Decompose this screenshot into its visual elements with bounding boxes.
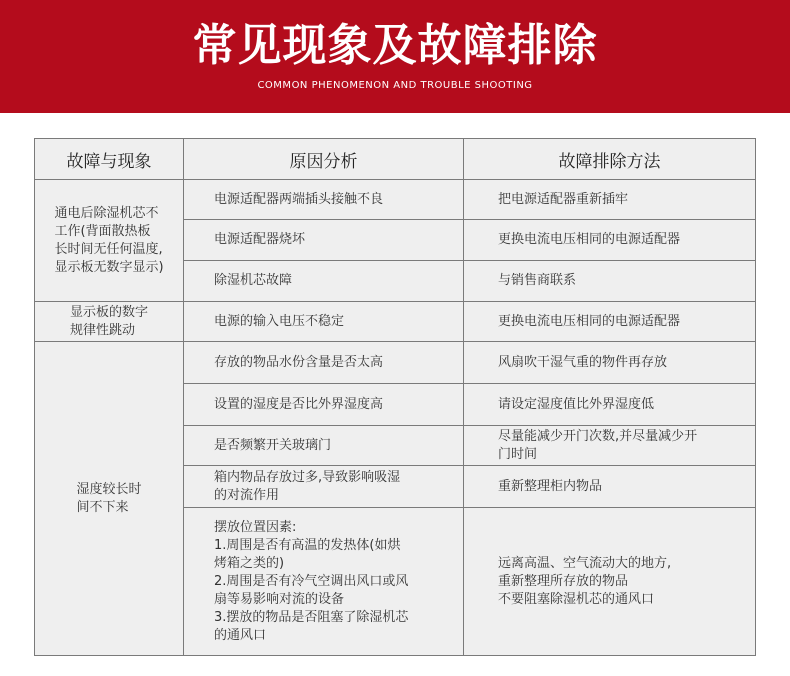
fix-text: 不要阻塞除湿机芯的通风口 [497,591,654,607]
symptom-line: 显示板无数字显示) [54,259,164,275]
cause-text: 的对流作用 [214,487,280,503]
cause-text: 2.周围是否有冷气空调出风口或风 [214,573,409,589]
cause-text: 电源适配器烧坏 [214,232,306,247]
cause-cell [184,508,464,656]
fix-cell [463,384,755,426]
column-header-cause: 原因分析 [184,139,464,180]
cause-cell [184,261,464,302]
fix-cell [463,508,755,656]
cause-text: 箱内物品存放过多,导致影响吸湿 [214,469,401,485]
cause-cell [184,220,464,261]
cause-text: 是否频繁开关玻璃门 [214,437,332,453]
cause-text: 的通风口 [214,627,267,643]
fix-text: 请设定湿度值比外界湿度低 [497,396,654,412]
table-row [35,302,756,342]
cause-text: 除湿机芯故障 [214,273,293,288]
table-row [35,342,756,384]
symptom-line: 长时间无任何温度, [54,241,163,257]
symptom-cell [35,342,184,656]
fix-cell [463,426,755,466]
fix-text: 尽量能减少开门次数,并尽量减少开 [497,428,698,444]
cause-cell [184,180,464,220]
fix-cell [463,220,755,261]
page-subtitle: COMMON PHENOMENON AND TROUBLE SHOOTING [257,80,533,91]
cause-cell [184,426,464,466]
symptom-line: 显示板的数字 [70,304,149,320]
symptom-cell [35,180,184,302]
cause-text: 电源的输入电压不稳定 [214,313,345,329]
fix-text: 重新整理柜内物品 [497,478,602,494]
cause-text: 存放的物品水份含量是否太高 [214,354,384,370]
fix-text: 门时间 [497,446,537,462]
fix-text: 更换电流电压相同的电源适配器 [497,232,680,247]
fix-text: 更换电流电压相同的电源适配器 [497,313,680,329]
cause-text: 烤箱之类的) [214,555,285,571]
fix-text: 与销售商联系 [497,273,576,288]
column-header-fix: 故障排除方法 [463,139,755,180]
header-banner [0,0,790,113]
fix-text: 远离高温、空气流动大的地方, [497,555,672,571]
cause-text: 电源适配器两端插头接触不良 [214,191,384,207]
symptom-line: 工作(背面散热板 [54,223,151,239]
cause-cell [184,302,464,342]
fix-cell [463,466,755,508]
page-title: 常见现象及故障排除 [192,20,598,71]
fix-text: 把电源适配器重新插牢 [497,191,628,207]
cause-text: 3.摆放的物品是否阻塞了除湿机芯 [214,609,409,625]
column-header-symptom: 故障与现象 [35,139,184,180]
cause-text: 设置的湿度是否比外界湿度高 [214,396,384,412]
symptom-cell [35,302,184,342]
table-row [35,180,756,220]
symptom-line: 间不下来 [76,499,129,515]
troubleshooting-table [34,138,756,656]
cause-text: 1.周围是否有高温的发热体(如烘 [214,537,401,553]
table-header-row [35,139,756,180]
fix-text: 风扇吹干湿气重的物件再存放 [497,354,667,370]
symptom-line: 湿度较长时 [76,481,142,497]
fix-cell [463,342,755,384]
fix-text: 重新整理所存放的物品 [497,573,628,589]
cause-cell [184,384,464,426]
symptom-line: 规律性跳动 [70,322,136,338]
fix-cell [463,302,755,342]
cause-text: 摆放位置因素: [214,519,297,535]
fix-cell [463,261,755,302]
cause-text: 扇等易影响对流的设备 [214,591,345,607]
cause-cell [184,466,464,508]
symptom-line: 通电后除湿机芯不 [54,205,159,221]
fix-cell [463,180,755,220]
cause-cell [184,342,464,384]
